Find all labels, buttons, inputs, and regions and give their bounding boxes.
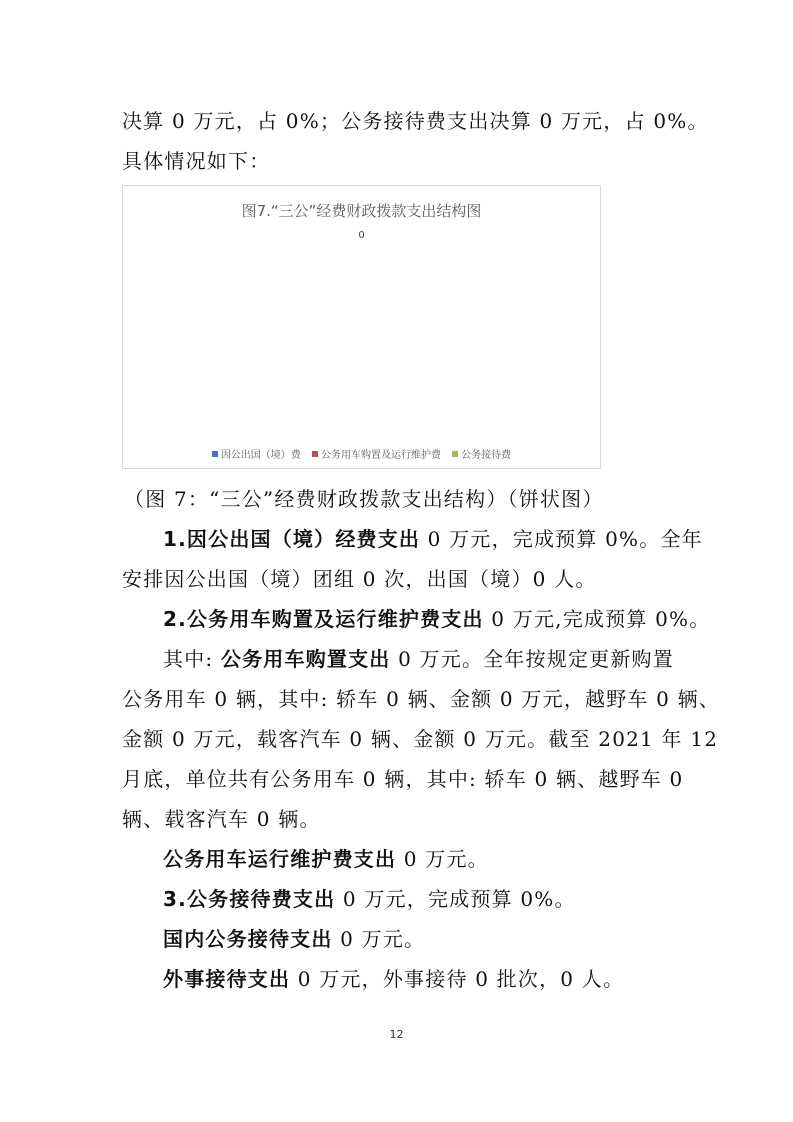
section-2-detail-line-4: 月底，单位共有公务用车 0 辆，其中: 轿车 0 辆、越野车 0 <box>122 767 684 791</box>
section-3-heading: 3.公务接待费支出 0 万元，完成预算 0%。 <box>163 887 576 911</box>
section-1-title: 1.因公出国（境）经费支出 <box>163 527 421 551</box>
legend-item-vehicle: 公务用车购置及运行维护费 <box>312 446 441 461</box>
section-2-detail-line-2: 公务用车 0 辆，其中: 轿车 0 辆、金额 0 万元，越野车 0 辆、 <box>122 687 721 711</box>
section-3-title: 3.公务接待费支出 <box>163 887 336 911</box>
section-2-heading: 2.公务用车购置及运行维护费支出 0 万元,完成预算 0%。 <box>163 607 711 631</box>
legend-swatch-reception <box>452 451 458 457</box>
vehicle-maintenance-title: 公务用车运行维护费支出 <box>163 847 397 871</box>
figure-caption: （图 7：“三公”经费财政拨款支出结构）（饼状图） <box>124 487 604 511</box>
vehicle-maintenance-line: 公务用车运行维护费支出 0 万元。 <box>163 847 489 871</box>
domestic-reception-line: 国内公务接待支出 0 万元。 <box>163 927 426 951</box>
foreign-reception-line: 外事接待支出 0 万元，外事接待 0 批次，0 人。 <box>163 967 625 991</box>
legend-item-travel: 因公出国（境）费 <box>212 446 301 461</box>
section-2-detail-line-5: 辆、载客汽车 0 辆。 <box>122 807 321 831</box>
section-2-title: 2.公务用车购置及运行维护费支出 <box>163 607 484 631</box>
legend-swatch-vehicle <box>312 451 318 457</box>
text-line-1: 决算 0 万元，占 0%；公务接待费支出决算 0 万元，占 0%。 <box>122 109 709 133</box>
chart-data-label: 0 <box>358 230 365 241</box>
text-line-2: 具体情况如下： <box>122 149 271 173</box>
legend-swatch-travel <box>212 451 218 457</box>
domestic-reception-title: 国内公务接待支出 <box>163 927 333 951</box>
section-2-detail-line-3: 金额 0 万元，载客汽车 0 辆、金额 0 万元。截至 2021 年 12 <box>122 727 719 751</box>
legend-item-reception: 公务接待费 <box>452 446 511 461</box>
section-2-detail-line-1: 其中: 公务用车购置支出 0 万元。全年按规定更新购置 <box>163 647 674 671</box>
chart-legend <box>123 446 600 461</box>
chart-title: 图7.“三公”经费财政拨款支出结构图 <box>241 202 482 220</box>
foreign-reception-title: 外事接待支出 <box>163 967 291 991</box>
vehicle-purchase-title: 公务用车购置支出 <box>220 647 391 671</box>
page-number: 12 <box>389 1028 404 1041</box>
pie-chart <box>122 185 601 469</box>
section-1-line-2: 安排因公出国（境）团组 0 次，出国（境）0 人。 <box>122 567 597 591</box>
section-1-heading: 1.因公出国（境）经费支出 0 万元，完成预算 0%。全年 <box>163 527 703 551</box>
